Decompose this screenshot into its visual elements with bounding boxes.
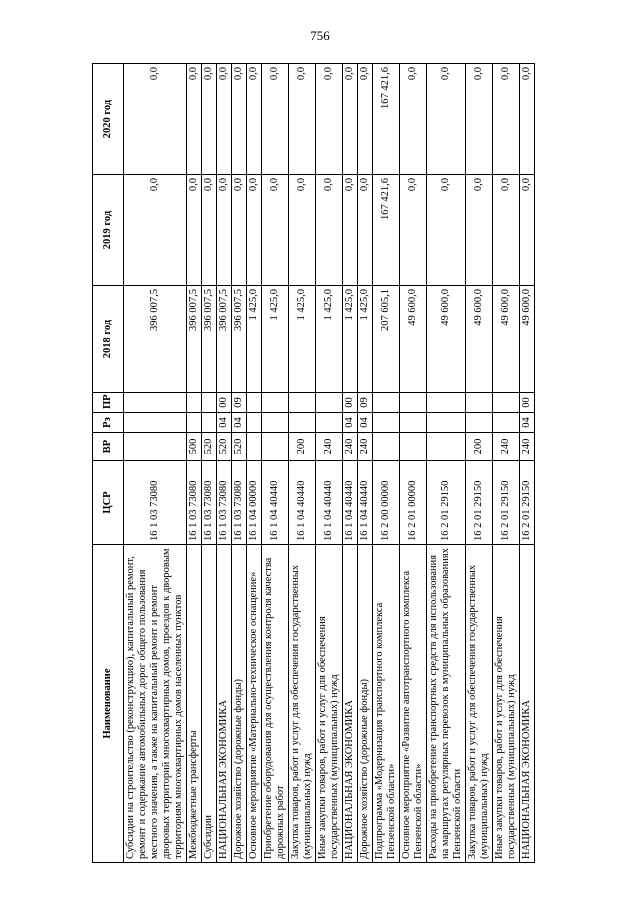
cell-2020: 0,0 <box>316 64 343 175</box>
rotated-table-container <box>92 64 588 863</box>
cell-rz: 04 <box>358 413 373 433</box>
table-row <box>247 64 262 863</box>
cell-csr: 16 1 03 73080 <box>232 461 247 545</box>
cell-2018: 1 425,0 <box>343 286 358 393</box>
cell-pr <box>316 393 343 413</box>
cell-rz <box>400 413 427 433</box>
cell-pr: 09 <box>358 393 373 413</box>
cell-csr: 16 2 01 29150 <box>493 461 520 545</box>
cell-rz <box>289 413 316 433</box>
cell-rz <box>493 413 520 433</box>
cell-pr <box>247 393 262 413</box>
header-name: Наименование <box>93 545 124 863</box>
header-2019: 2019 год <box>93 175 124 286</box>
cell-rz <box>247 413 262 433</box>
cell-pr <box>289 393 316 413</box>
table-row <box>343 64 358 863</box>
cell-rz <box>466 413 493 433</box>
cell-csr: 16 2 01 29150 <box>427 461 466 545</box>
page-number: 756 <box>310 28 330 43</box>
header-csr: ЦСР <box>93 461 124 545</box>
cell-csr: 16 2 01 29150 <box>520 461 535 545</box>
cell-2019: 0,0 <box>520 175 535 286</box>
cell-2018: 49 600,0 <box>493 286 520 393</box>
cell-pr <box>262 393 289 413</box>
cell-2018: 207 605,1 <box>373 286 400 393</box>
header-pr: ПР <box>93 393 124 413</box>
cell-2018: 396 007,5 <box>217 286 232 393</box>
cell-name: Расходы на приобретение транспортных средств для использования на маршрутах регулярных перевозок в муниципальных образованиях Пензенской области <box>427 545 466 863</box>
cell-rz: 04 <box>217 413 232 433</box>
cell-csr: 16 2 01 29150 <box>466 461 493 545</box>
cell-vr: 500 <box>187 433 202 461</box>
table-row <box>187 64 202 863</box>
cell-2018: 49 600,0 <box>520 286 535 393</box>
cell-csr: 16 1 03 73080 <box>187 461 202 545</box>
cell-2018: 49 600,0 <box>427 286 466 393</box>
cell-rz <box>202 413 217 433</box>
cell-rz <box>124 413 187 433</box>
cell-name: НАЦИОНАЛЬНАЯ ЭКОНОМИКА <box>217 545 232 863</box>
cell-pr <box>400 393 427 413</box>
cell-2019: 0,0 <box>247 175 262 286</box>
cell-csr: 16 1 04 40440 <box>343 461 358 545</box>
cell-pr <box>427 393 466 413</box>
cell-rz: 04 <box>520 413 535 433</box>
cell-csr: 16 1 04 40440 <box>316 461 343 545</box>
cell-2019: 0,0 <box>343 175 358 286</box>
cell-2020: 0,0 <box>202 64 217 175</box>
cell-vr: 520 <box>202 433 217 461</box>
cell-csr: 16 1 03 73080 <box>202 461 217 545</box>
cell-name: Дорожное хозяйство (дорожные фонды) <box>232 545 247 863</box>
cell-2019: 0,0 <box>232 175 247 286</box>
table-row <box>427 64 466 863</box>
cell-rz <box>262 413 289 433</box>
cell-2020: 0,0 <box>232 64 247 175</box>
cell-csr: 16 1 03 73080 <box>124 461 187 545</box>
table-row <box>373 64 400 863</box>
cell-pr <box>373 393 400 413</box>
cell-2019: 0,0 <box>400 175 427 286</box>
cell-name: Субсидии <box>202 545 217 863</box>
cell-rz <box>373 413 400 433</box>
cell-vr: 240 <box>520 433 535 461</box>
cell-csr: 16 1 04 40440 <box>289 461 316 545</box>
cell-2020: 0,0 <box>262 64 289 175</box>
cell-2020: 0,0 <box>187 64 202 175</box>
cell-rz <box>316 413 343 433</box>
cell-csr: 16 1 04 40440 <box>262 461 289 545</box>
cell-2020: 0,0 <box>289 64 316 175</box>
cell-vr: 520 <box>232 433 247 461</box>
cell-name: Межбюджетные трансферты <box>187 545 202 863</box>
cell-vr: 240 <box>493 433 520 461</box>
cell-2018: 1 425,0 <box>247 286 262 393</box>
cell-2020: 0,0 <box>124 64 187 175</box>
cell-csr: 16 2 00 00000 <box>373 461 400 545</box>
cell-vr <box>247 433 262 461</box>
cell-2019: 0,0 <box>466 175 493 286</box>
cell-rz <box>427 413 466 433</box>
cell-2019: 0,0 <box>217 175 232 286</box>
cell-2019: 0,0 <box>124 175 187 286</box>
cell-2018: 1 425,0 <box>358 286 373 393</box>
cell-2020: 0,0 <box>520 64 535 175</box>
cell-vr: 240 <box>343 433 358 461</box>
table-row <box>493 64 520 863</box>
cell-csr: 16 1 04 00000 <box>247 461 262 545</box>
budget-table <box>92 63 535 863</box>
cell-2019: 0,0 <box>358 175 373 286</box>
cell-2019: 0,0 <box>262 175 289 286</box>
cell-vr <box>400 433 427 461</box>
cell-vr: 200 <box>466 433 493 461</box>
cell-2020: 0,0 <box>427 64 466 175</box>
cell-2018: 396 007,5 <box>202 286 217 393</box>
cell-name: Иные закупки товаров, работ и услуг для обеспечения государственных (муниципальных) нужд <box>493 545 520 863</box>
cell-2018: 1 425,0 <box>316 286 343 393</box>
cell-name: НАЦИОНАЛЬНАЯ ЭКОНОМИКА <box>520 545 535 863</box>
cell-name: Основное мероприятие «Развитие автотранспортного комплекса Пензенской области» <box>400 545 427 863</box>
cell-2019: 0,0 <box>427 175 466 286</box>
cell-2019: 0,0 <box>493 175 520 286</box>
cell-2018: 1 425,0 <box>262 286 289 393</box>
cell-2020: 0,0 <box>400 64 427 175</box>
cell-2020: 0,0 <box>493 64 520 175</box>
cell-csr: 16 1 03 73080 <box>217 461 232 545</box>
cell-2020: 0,0 <box>247 64 262 175</box>
cell-2018: 396 007,5 <box>187 286 202 393</box>
cell-name: Закупка товаров, работ и услуг для обеспечения государственных (муниципальных) нужд <box>289 545 316 863</box>
header-vr: ВР <box>93 433 124 461</box>
cell-vr: 520 <box>217 433 232 461</box>
cell-csr: 16 1 04 40440 <box>358 461 373 545</box>
cell-rz: 04 <box>343 413 358 433</box>
table-row <box>202 64 217 863</box>
table-row <box>289 64 316 863</box>
cell-2019: 167 421,6 <box>373 175 400 286</box>
table-row <box>217 64 232 863</box>
cell-2019: 0,0 <box>316 175 343 286</box>
cell-name: Подпрограмма «Модернизация транспортного комплекса Пензенской области» <box>373 545 400 863</box>
cell-csr: 16 2 01 00000 <box>400 461 427 545</box>
cell-2018: 49 600,0 <box>400 286 427 393</box>
table-row <box>520 64 535 863</box>
cell-2018: 1 425,0 <box>289 286 316 393</box>
cell-2018: 396 007,5 <box>124 286 187 393</box>
cell-2019: 0,0 <box>289 175 316 286</box>
cell-pr <box>124 393 187 413</box>
cell-2020: 0,0 <box>358 64 373 175</box>
cell-pr: 09 <box>232 393 247 413</box>
cell-vr <box>373 433 400 461</box>
cell-pr: 00 <box>217 393 232 413</box>
header-rz: Рз <box>93 413 124 433</box>
cell-vr <box>124 433 187 461</box>
cell-2018: 396 007,5 <box>232 286 247 393</box>
cell-pr: 00 <box>343 393 358 413</box>
cell-name: Субсидии на строительство (реконструкцию), капитальный ремонт, ремонт и содержание автомобильных дорог общего пользования местного значения, а также на капитальный ремонт и ремонт дворовых территорий многоквартирных домов, проездов к дворовым территориям многоквартирных домов населенных пунктов <box>124 545 187 863</box>
header-2020: 2020 год <box>93 64 124 175</box>
table-row <box>232 64 247 863</box>
cell-pr <box>493 393 520 413</box>
cell-pr <box>187 393 202 413</box>
cell-name: Приобретение оборудования для осуществления контроля качества дорожных работ <box>262 545 289 863</box>
cell-2018: 49 600,0 <box>466 286 493 393</box>
cell-name: Дорожное хозяйство (дорожные фонды) <box>358 545 373 863</box>
table-row <box>316 64 343 863</box>
cell-vr: 200 <box>289 433 316 461</box>
cell-name: Закупка товаров, работ и услуг для обеспечения государственных (муниципальных) нужд <box>466 545 493 863</box>
cell-rz: 04 <box>232 413 247 433</box>
cell-2019: 0,0 <box>187 175 202 286</box>
cell-2020: 0,0 <box>217 64 232 175</box>
table-row <box>124 64 187 863</box>
table-row <box>358 64 373 863</box>
table-body <box>124 64 535 863</box>
table-row <box>262 64 289 863</box>
cell-pr: 00 <box>520 393 535 413</box>
table-header-row <box>93 64 124 863</box>
cell-vr <box>427 433 466 461</box>
cell-2020: 0,0 <box>466 64 493 175</box>
header-2018: 2018 год <box>93 286 124 393</box>
table-row <box>466 64 493 863</box>
cell-vr: 240 <box>358 433 373 461</box>
cell-rz <box>187 413 202 433</box>
cell-name: Основное мероприятие «Материально-техническое оснащение» <box>247 545 262 863</box>
cell-2020: 0,0 <box>343 64 358 175</box>
cell-name: НАЦИОНАЛЬНАЯ ЭКОНОМИКА <box>343 545 358 863</box>
cell-pr <box>466 393 493 413</box>
cell-2019: 0,0 <box>202 175 217 286</box>
table-row <box>400 64 427 863</box>
cell-2020: 167 421,6 <box>373 64 400 175</box>
cell-name: Иные закупки товаров, работ и услуг для обеспечения государственных (муниципальных) нужд <box>316 545 343 863</box>
cell-pr <box>202 393 217 413</box>
cell-vr <box>262 433 289 461</box>
cell-vr: 240 <box>316 433 343 461</box>
